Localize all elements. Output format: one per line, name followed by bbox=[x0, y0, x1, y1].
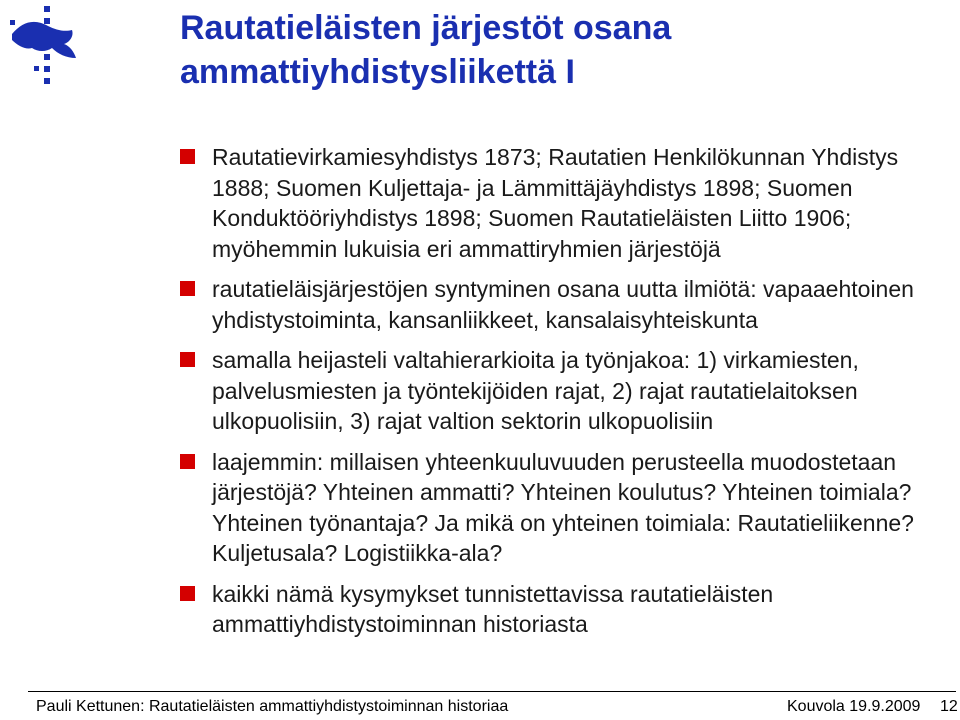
bullet-item bbox=[180, 345, 950, 437]
page-number: 12 bbox=[940, 698, 958, 715]
square-bullet-icon bbox=[180, 149, 195, 164]
bullet-list bbox=[180, 142, 950, 650]
bullet-text: kaikki nämä kysymykset tunnistettavissa rautatieläisten ammattiyhdistystoiminnan historiasta bbox=[212, 580, 774, 637]
footer-author-title: Pauli Kettunen: Rautatieläisten ammattiyhdistystoiminnan historiaa bbox=[36, 698, 509, 715]
square-bullet-icon bbox=[180, 352, 195, 367]
footer-place-date: Kouvola 19.9.2009 bbox=[787, 698, 921, 715]
bullet-text: samalla heijasteli valtahierarkioita ja työnjakoa: 1) virkamiesten, palvelusmiesten ja työntekijöiden rajat, 2) rajat rautatielaitoksen ulkopuolisiin, 3) rajat valtion sektorin ulkopuolisiin bbox=[212, 347, 859, 434]
bullet-item bbox=[180, 142, 950, 264]
square-bullet-icon bbox=[180, 281, 195, 296]
bullet-text: laajemmin: millaisen yhteenkuuluvuuden perusteella muodostetaan järjestöjä? Yhteinen ammatti? Yhteinen koulutus? Yhteinen toimiala? Yhteinen työnantaja? Ja mikä on yhteinen toimiala: Rautatieliikenne? Kuljetusala? Logistiikka-ala? bbox=[212, 448, 914, 566]
square-bullet-icon bbox=[180, 586, 195, 601]
footer-divider bbox=[28, 691, 956, 692]
bullet-text: rautatieläisjärjestöjen syntyminen osana uutta ilmiötä: vapaaehtoinen yhdistystoiminta, kansanliikkeet, kansalaisyhteiskunta bbox=[212, 276, 914, 333]
bullet-text: Rautatievirkamiesyhdistys 1873; Rautatien Henkilökunnan Yhdistys 1888; Suomen Kuljettaja- ja Lämmittäjäyhdistys 1898; Suomen Konduktööriyhdistys 1898; Suomen Rautatieläisten Liitto 1906; myöhemmin lukuisia eri ammattiryhmien järjestöjä bbox=[212, 144, 899, 262]
bullet-item bbox=[180, 447, 950, 569]
square-bullet-icon bbox=[180, 454, 195, 469]
bullet-item bbox=[180, 274, 950, 335]
university-logo bbox=[4, 2, 84, 86]
slide-title: Rautatieläisten järjestöt osana ammattiyhdistysliikettä I bbox=[180, 9, 672, 91]
bullet-item bbox=[180, 579, 950, 640]
